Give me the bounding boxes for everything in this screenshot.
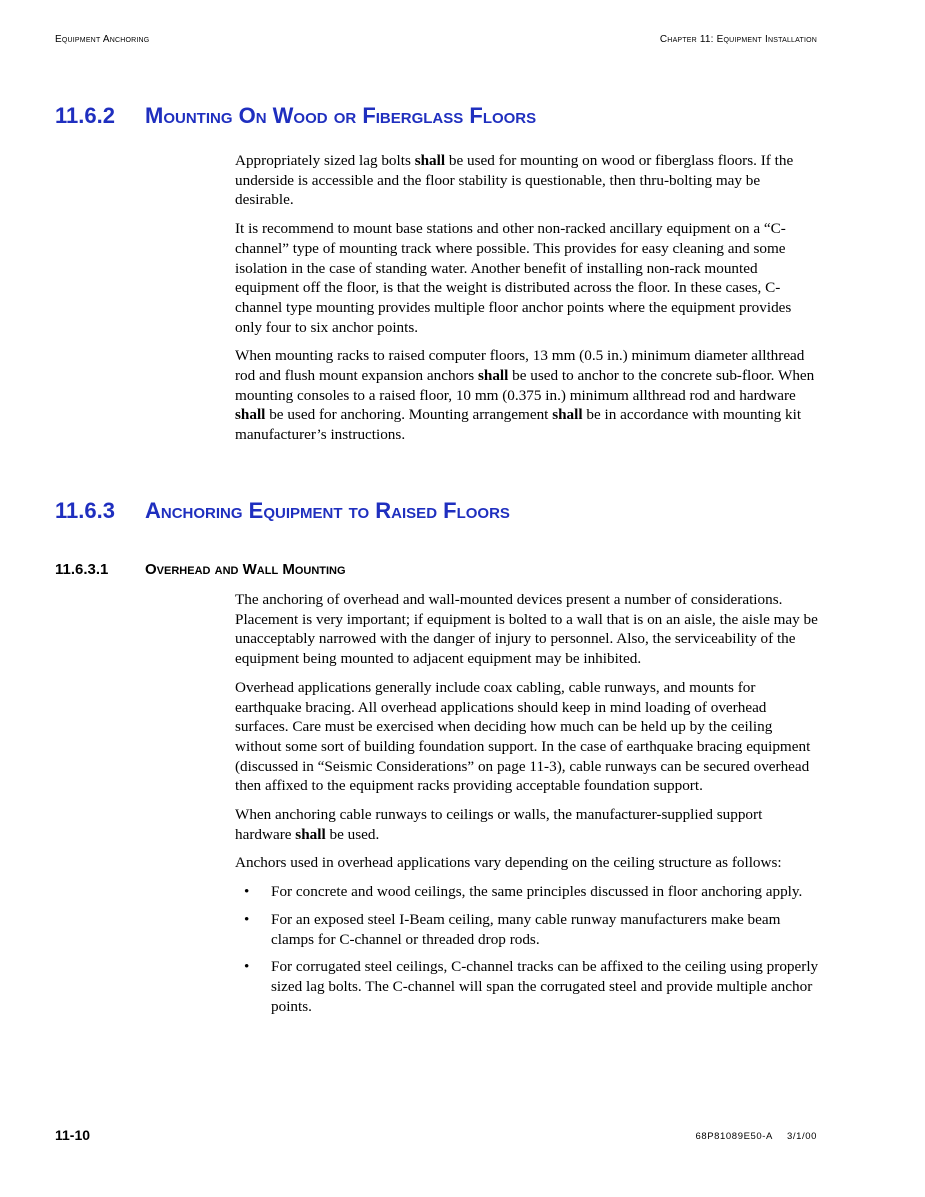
- running-header-left: Equipment Anchoring: [55, 34, 150, 45]
- paragraph: [235, 219, 820, 337]
- list-item: [235, 957, 820, 1016]
- subsection-number: 11.6.3.1: [55, 561, 109, 578]
- text-run: be used.: [325, 825, 380, 843]
- section-heading-11-6-3: [55, 498, 510, 524]
- subsection-title: Overhead and Wall Mounting: [145, 561, 346, 578]
- paragraph: [235, 151, 820, 210]
- text-run: When anchoring cable runways to ceilings or walls, the manufacturer-supplied support hardware: [235, 806, 763, 843]
- paragraph: [235, 346, 820, 445]
- bold-term: shall: [295, 825, 326, 843]
- subsection-body: [235, 590, 820, 1024]
- list-item-text: For corrugated steel ceilings, C-channel tracks can be affixed to the ceiling using properly sized lag bolts. The C-channel will span the corrugated steel and provide multiple anchor points.: [271, 958, 819, 1015]
- bold-term: shall: [552, 406, 583, 424]
- page-number: 11-10: [55, 1127, 91, 1143]
- list-item: [235, 910, 820, 949]
- section-title: Mounting On Wood or Fiberglass Floors: [145, 103, 537, 128]
- text-run: When mounting racks to raised computer floors, 13 mm (0.5 in.) minimum diameter allthread rod and flush mount expansion anchors: [235, 347, 805, 385]
- text-run: The anchoring of overhead and wall-mounted devices present a number of considerations. Placement is very important; if equipment is bolted to a wall that is on an aisle, the aisle may be unacceptably narrowed with the danger of injury to personnel. Also, the serviceability of the equipment being mounted to adjacent equipment may be inhibited.: [235, 591, 818, 668]
- text-run: be used for anchoring. Mounting arrangement: [265, 406, 553, 424]
- text-run: It is recommend to mount base stations and other non-racked ancillary equipment on a “C-channel” type of mounting track where possible. This provides for easy cleaning and some isolation in the case of standing water. Another benefit of installing non-rack mounted equipment off the floor, is that the weight is distributed across the floor. In these cases, C-channel type mounting provides multiple floor anchor points where the equipment provides only four to six anchor points.: [235, 220, 792, 336]
- paragraph: [235, 853, 820, 873]
- bold-term: shall: [477, 367, 509, 385]
- section-number: 11.6.2: [55, 103, 115, 128]
- list-item-text: For concrete and wood ceilings, the same principles discussed in floor anchoring apply.: [271, 883, 803, 901]
- bullet-icon: •: [244, 958, 250, 976]
- paragraph: [235, 805, 820, 844]
- text-run: Appropriately sized lag bolts: [235, 152, 415, 169]
- text-run: be used for mounting on wood or fiberglass floors. If the underside is accessible and the floor stability is questionable, then thru-bolting may be desirable.: [235, 152, 794, 209]
- list-item: [235, 882, 820, 902]
- bullet-icon: •: [244, 910, 250, 928]
- list-item-text: For an exposed steel I-Beam ceiling, many cable runway manufacturers make beam clamps for C-channel or threaded drop rods.: [271, 910, 781, 948]
- text-run: be in accordance with mounting kit manufacturer’s instructions.: [235, 406, 802, 444]
- section-1-body: [235, 151, 820, 454]
- section-title: Anchoring Equipment to Raised Floors: [145, 498, 510, 523]
- paragraph: [235, 678, 820, 796]
- section-heading-11-6-2: [55, 103, 536, 129]
- bullet-list: [235, 882, 820, 1016]
- paragraph: [235, 590, 820, 669]
- bullet-icon: •: [244, 883, 250, 901]
- footer-doc-info: [695, 1131, 817, 1142]
- text-run: be used to anchor to the concrete sub-floor. When mounting consoles to a raised floor, 10 mm (0.375 in.) minimum allthread rod and hardware: [235, 367, 815, 404]
- document-id: 68P81089E50-A: [695, 1131, 773, 1142]
- text-run: Overhead applications generally include coax cabling, cable runways, and mounts for earthquake bracing. All overhead applications should keep in mind loading of overhead surfaces. Care must be exercised when deciding how much can be held up by the ceiling without some sort of building foundation support. In the case of earthquake bracing equipment (discussed in “Seismic Considerations” on page 11-3), cable runways can be secured overhead then affixed to the equipment racks providing acceptable foundation support.: [235, 678, 811, 795]
- text-run: Anchors used in overhead applications vary depending on the ceiling structure as follows:: [235, 854, 782, 872]
- section-number: 11.6.3: [55, 498, 115, 523]
- document-date: 3/1/00: [786, 1131, 817, 1142]
- running-header-right: Chapter 11: Equipment Installation: [659, 34, 817, 45]
- bold-term: shall: [235, 406, 266, 424]
- bold-term: shall: [414, 152, 446, 169]
- subsection-heading-11-6-3-1: [55, 561, 346, 578]
